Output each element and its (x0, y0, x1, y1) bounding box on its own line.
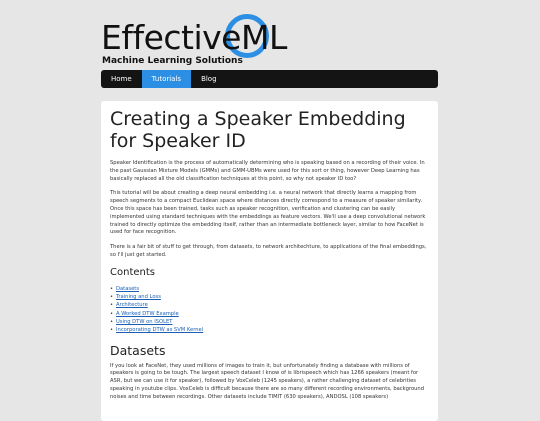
datasets-heading: Datasets (110, 342, 166, 358)
site-header (101, 14, 441, 70)
nav-blog[interactable]: Blog (201, 75, 217, 83)
toc-link-dtw-isolet[interactable]: Using DTW on ISOLET (116, 318, 173, 325)
list-item: • Using DTW on ISOLET (110, 318, 173, 325)
article-card (101, 101, 438, 421)
contents-list (110, 285, 429, 335)
site-tagline: Machine Learning Solutions (102, 56, 243, 66)
nav-tutorials[interactable]: Tutorials (142, 70, 191, 88)
datasets-paragraph: If you look at FaceNet, they used millions of images to train it, but unfortunately finding a database with millions of speakers is going to be tough. The largest speech dataset I know of is librispeech which has 1266 speakers (meant for ASR, but we can use it for speaker), followed by VoxCeleb (1245 speakers), a rather challenging dataset of celebrities speaking in youtube clips. VoxCeleb is difficult because there are so many different recording environments, background noises and time between recordings. Other datasets include TIMIT (630 speakers), ANDOSL (108 speakers) (110, 362, 425, 400)
page-title: Creating a Speaker Embedding for Speaker ID (110, 108, 406, 152)
list-item: • Architecture (110, 302, 148, 309)
main-nav (101, 70, 438, 88)
toc-link-dtw-example[interactable]: A Worked DTW Example (116, 310, 179, 317)
intro-paragraph: Speaker Identification is the process of automatically determining who is speaking based on a recording of their voice. In the past Gaussian Mixture Models (GMMs) and GMM-UBMs were used for this sort or thing, however Deep Learning has basically replaced all the old classification techniques at this point, so why not speaker ID too? (110, 160, 425, 182)
embedding-paragraph: This tutorial will be about creating a deep neural embedding i.e. a neural network that directly learns a mapping from speech segments to a compact Euclidean space where distances directly correspond to a measure of speaker similarity. Once this space has been trained, tasks such as speaker recognition, verification and clustering can be easily implemented using standard techniques with the embeddings as feature vectors. We'll use a deep convolutional network trained to directly optimize the embedding itself, rather than an intermediate bottleneck layer, similar to how FaceNet is used for face recognition. (110, 190, 426, 236)
site-logo[interactable]: EffectiveML (101, 18, 287, 57)
list-item: • Training and Loss (110, 294, 161, 301)
list-item: • Incorporating DTW as SVM Kernel (110, 327, 204, 334)
toc-link-training[interactable]: Training and Loss (116, 294, 161, 301)
list-item: • Datasets (110, 285, 140, 292)
toc-link-datasets[interactable]: Datasets (116, 285, 140, 292)
overview-paragraph: There is a fair bit of stuff to get through, from datasets, to network architechture, to applications of the final embeddings, so I'll just get started. (110, 244, 427, 258)
list-item: • A Worked DTW Example (110, 310, 179, 317)
contents-heading: Contents (110, 266, 155, 278)
toc-link-dtw-svm[interactable]: Incorporating DTW as SVM Kernel (116, 327, 204, 334)
nav-home[interactable]: Home (111, 75, 132, 83)
toc-link-architecture[interactable]: Architecture (116, 302, 148, 309)
